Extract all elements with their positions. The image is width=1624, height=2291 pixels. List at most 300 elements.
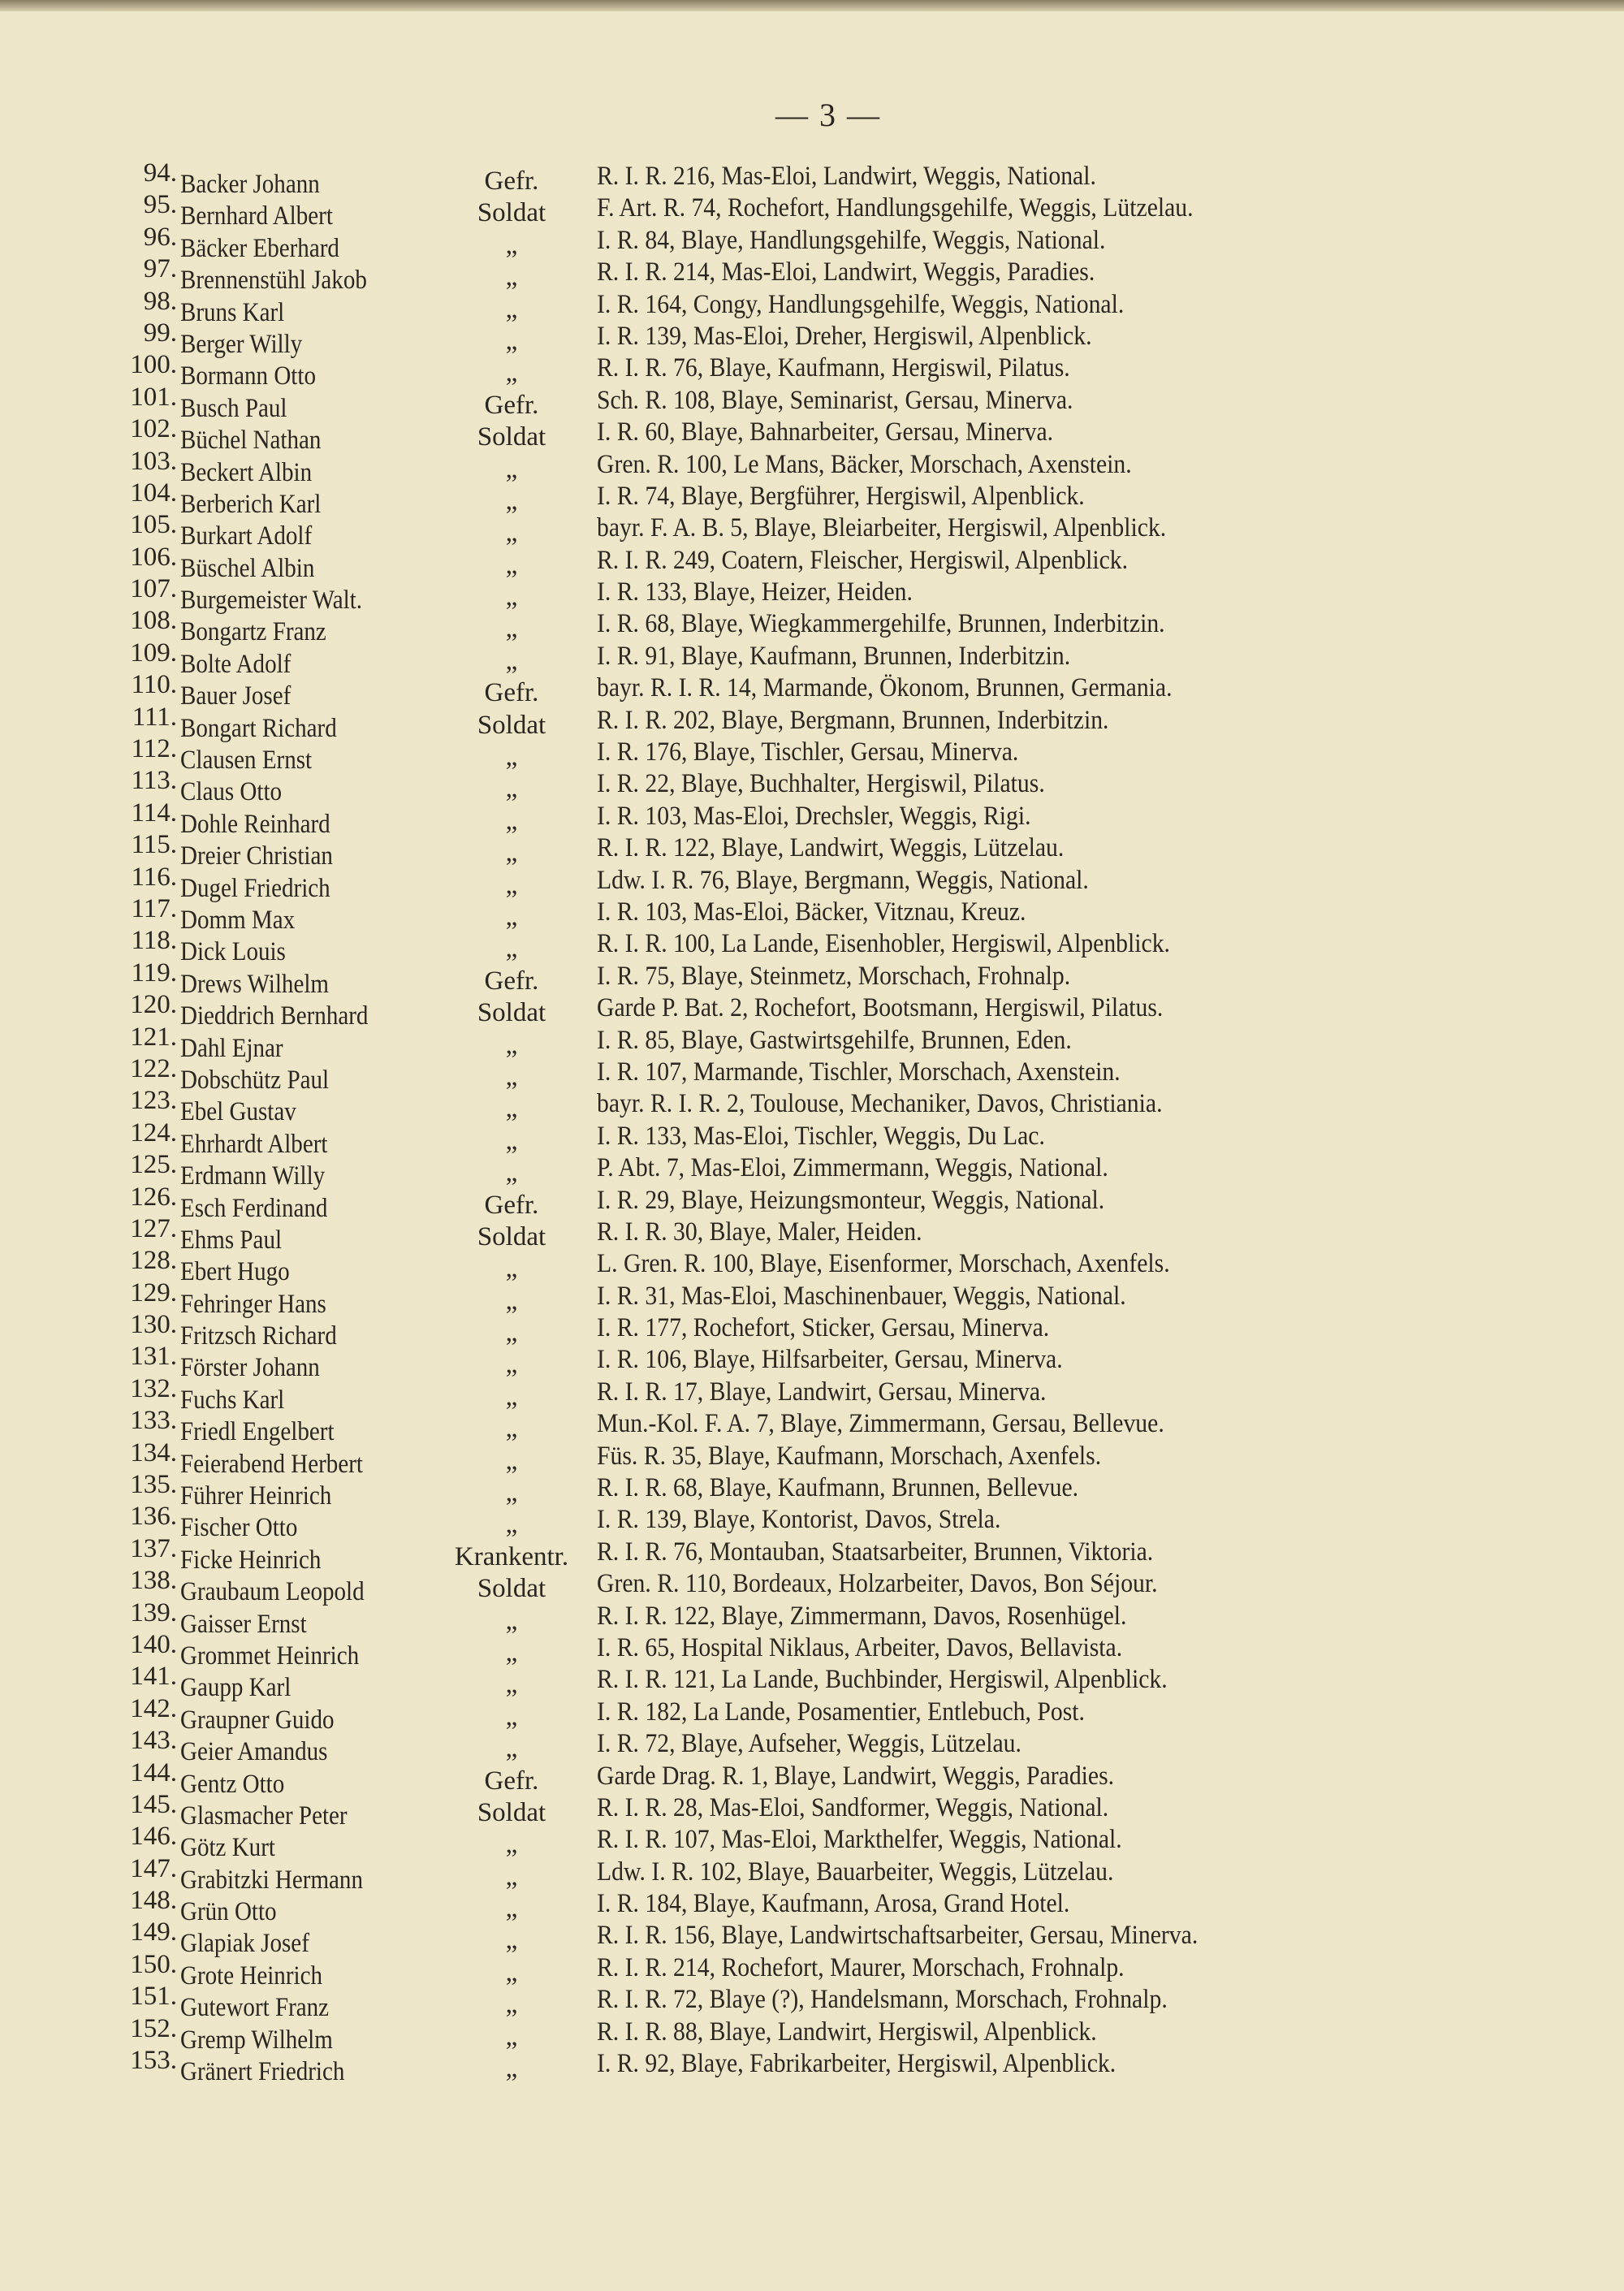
entry-details: Garde P. Bat. 2, Rochefort, Bootsmann, Hergiswil, Pilatus. <box>597 993 1164 1023</box>
entry-name: Fritzsch Richard <box>180 1321 337 1351</box>
entry-name: Gaisser Ernst <box>180 1609 307 1639</box>
roster-entry <box>106 510 1502 551</box>
entry-details: bayr. R. I. R. 14, Marmande, Ökonom, Brunnen, Germania. <box>597 673 1173 703</box>
entry-rank: „ <box>505 1734 518 1764</box>
entry-number: 107. <box>130 574 177 604</box>
entry-details: I. R. 85, Blaye, Gastwirtsgehilfe, Brunnen, Eden. <box>597 1025 1072 1055</box>
entry-rank: „ <box>505 454 518 484</box>
entry-name: Grommet Heinrich <box>180 1640 360 1671</box>
roster-entry <box>106 798 1502 839</box>
roster-entry <box>106 446 1502 487</box>
entry-name: Berberich Karl <box>180 489 322 519</box>
roster-entry <box>106 957 1502 999</box>
entry-number: 131. <box>130 1342 177 1372</box>
entry-number: 121. <box>130 1022 177 1052</box>
entry-details: R. I. R. 214, Mas-Eloi, Landwirt, Weggis, Paradies. <box>597 257 1095 287</box>
entry-rank: „ <box>505 646 518 676</box>
entry-number: 138. <box>130 1566 177 1596</box>
entry-details: R. I. R. 28, Mas-Eloi, Sandformer, Weggis, National. <box>597 1792 1109 1822</box>
entry-details: R. I. R. 76, Blaye, Kaufmann, Hergiswil, Pilatus. <box>597 353 1070 383</box>
entry-details: I. R. 68, Blaye, Wiegkammergehilfe, Brunnen, Inderbitzin. <box>597 609 1165 639</box>
entry-number: 141. <box>130 1662 177 1692</box>
entry-rank: „ <box>505 550 518 580</box>
roster-entry <box>106 606 1502 647</box>
entry-rank: „ <box>505 1254 518 1284</box>
entry-number: 101. <box>130 382 177 412</box>
entry-rank: Soldat <box>477 998 546 1028</box>
roster-entry <box>106 222 1502 263</box>
entry-details: I. R. 60, Blaye, Bahnarbeiter, Gersau, Minerva. <box>597 417 1054 447</box>
roster-entry <box>106 1949 1502 1991</box>
entry-details: I. R. 176, Blaye, Tischler, Gersau, Minerva. <box>597 737 1019 767</box>
roster-entry <box>106 1053 1502 1095</box>
roster-entry <box>106 1629 1502 1671</box>
entry-details: R. I. R. 156, Blaye, Landwirtschaftsarbeiter, Gersau, Minerva. <box>597 1921 1199 1951</box>
entry-rank: „ <box>505 1030 518 1060</box>
entry-rank: Gefr. <box>484 1190 539 1220</box>
entry-number: 124. <box>130 1117 177 1148</box>
entry-details: R. I. R. 121, La Lande, Buchbinder, Hergiswil, Alpenblick. <box>597 1665 1168 1695</box>
entry-number: 149. <box>130 1917 177 1947</box>
entry-details: R. I. R. 68, Blaye, Kaufmann, Brunnen, Bellevue. <box>597 1473 1079 1503</box>
entry-number: 113. <box>131 766 177 796</box>
entry-details: I. R. 75, Blaye, Steinmetz, Morschach, Frohnalp. <box>597 961 1071 991</box>
roster-entry <box>106 1917 1502 1959</box>
entry-details: bayr. R. I. R. 2, Toulouse, Mechaniker, Davos, Christiania. <box>597 1089 1163 1119</box>
roster-entry <box>106 1822 1502 1863</box>
roster-entry <box>106 478 1502 519</box>
roster-entry <box>106 1597 1502 1639</box>
entry-details: R. I. R. 122, Blaye, Landwirt, Weggis, Lützelau. <box>597 833 1065 863</box>
entry-name: Domm Max <box>180 905 296 935</box>
entry-number: 139. <box>130 1597 177 1627</box>
entry-rank: Gefr. <box>484 390 539 420</box>
roster-entry <box>106 1246 1502 1287</box>
entry-name: Dahl Ejnar <box>180 1033 283 1063</box>
entry-number: 97. <box>143 254 177 284</box>
entry-name: Glapiak Josef <box>180 1929 309 1959</box>
entry-details: R. I. R. 30, Blaye, Maler, Heiden. <box>597 1217 922 1247</box>
entry-details: R. I. R. 202, Blaye, Bergmann, Brunnen, Inderbitzin. <box>597 705 1109 735</box>
entry-number: 103. <box>130 446 177 476</box>
entry-number: 120. <box>130 990 177 1020</box>
entry-details: Füs. R. 35, Blaye, Kaufmann, Morschach, Axenfels. <box>597 1441 1102 1471</box>
entry-details: I. R. 22, Blaye, Buchhalter, Hergiswil, Pilatus. <box>597 769 1045 799</box>
entry-details: I. R. 164, Congy, Handlungsgehilfe, Weggis, National. <box>597 289 1125 319</box>
roster-entry <box>106 1982 1502 2023</box>
entry-name: Gutewort Franz <box>180 1993 330 2023</box>
entry-name: Burgemeister Walt. <box>180 586 363 616</box>
entry-details: R. I. R. 17, Blaye, Landwirt, Gersau, Minerva. <box>597 1377 1047 1407</box>
entry-rank: „ <box>505 1606 518 1636</box>
entry-name: Feierabend Herbert <box>180 1449 363 1479</box>
roster-entry <box>106 862 1502 903</box>
entry-rank: Soldat <box>477 422 546 452</box>
entry-number: 125. <box>130 1150 177 1180</box>
entry-number: 118. <box>131 926 177 956</box>
entry-name: Dreier Christian <box>180 841 333 871</box>
entry-name: Gränert Friedrich <box>180 2057 345 2087</box>
roster-entry <box>106 1437 1502 1479</box>
entry-details: R. I. R. 100, La Lande, Eisenhobler, Hergiswil, Alpenblick. <box>597 929 1170 959</box>
entry-details: R. I. R. 107, Mas-Eloi, Markthelfer, Weggis, National. <box>597 1825 1122 1855</box>
entry-rank: „ <box>505 1701 518 1731</box>
entry-details: I. R. 65, Hospital Niklaus, Arbeiter, Davos, Bellavista. <box>597 1632 1123 1662</box>
entry-name: Drews Wilhelm <box>180 969 329 999</box>
roster-entry <box>106 1757 1502 1799</box>
roster-entry <box>106 158 1502 199</box>
entry-number: 117. <box>131 893 177 923</box>
roster-entry <box>106 1662 1502 1703</box>
roster-entry <box>106 1022 1502 1063</box>
entry-number: 115. <box>131 830 177 860</box>
entry-rank: „ <box>505 1318 518 1348</box>
entry-number: 96. <box>143 222 177 252</box>
entry-name: Beckert Albin <box>180 457 313 487</box>
entry-name: Grün Otto <box>180 1897 277 1927</box>
entry-rank: „ <box>505 294 518 324</box>
entry-name: Fehringer Hans <box>180 1289 326 1319</box>
entry-details: I. R. 177, Rochefort, Sticker, Gersau, Minerva. <box>597 1313 1050 1343</box>
entry-rank: Gefr. <box>484 966 539 996</box>
roster-entry <box>106 1182 1502 1223</box>
entry-name: Bäcker Eberhard <box>180 233 339 263</box>
entry-name: Erdmann Willy <box>180 1161 326 1191</box>
entry-number: 142. <box>130 1693 177 1723</box>
entry-details: I. R. 107, Marmande, Tischler, Morschach, Axenstein. <box>597 1057 1121 1087</box>
entry-name: Bauer Josef <box>180 681 292 711</box>
entry-details: Ldw. I. R. 76, Blaye, Bergmann, Weggis, National. <box>597 865 1089 895</box>
entry-rank: Soldat <box>477 710 546 740</box>
entry-details: I. R. 84, Blaye, Handlungsgehilfe, Weggis, National. <box>597 225 1106 255</box>
entry-number: 130. <box>130 1310 177 1340</box>
entry-rank: „ <box>505 1510 518 1540</box>
roster-entry <box>106 286 1502 327</box>
entry-number: 102. <box>130 414 177 444</box>
entry-rank: „ <box>505 774 518 804</box>
entry-rank: Gefr. <box>484 166 539 196</box>
roster-entry <box>106 254 1502 296</box>
entry-rank: „ <box>505 358 518 388</box>
entry-rank: „ <box>505 742 518 772</box>
roster-entry <box>106 1117 1502 1159</box>
entry-rank: „ <box>505 1158 518 1188</box>
entry-name: Bormann Otto <box>180 361 316 391</box>
entry-name: Gremp Wilhelm <box>180 2025 333 2055</box>
entry-number: 136. <box>130 1502 177 1532</box>
entry-name: Ehrhardt Albert <box>180 1129 328 1159</box>
entry-name: Geier Amandus <box>180 1737 328 1767</box>
entry-name: Gentz Otto <box>180 1769 285 1799</box>
entry-number: 105. <box>130 510 177 540</box>
entry-number: 145. <box>130 1789 177 1819</box>
entry-number: 122. <box>130 1053 177 1083</box>
roster-entry <box>106 830 1502 871</box>
entry-rank: „ <box>505 326 518 356</box>
entry-number: 98. <box>143 286 177 316</box>
entry-details: F. Art. R. 74, Rochefort, Handlungsgehilfe, Weggis, Lützelau. <box>597 193 1194 223</box>
entry-number: 99. <box>143 318 177 348</box>
entry-number: 140. <box>130 1629 177 1659</box>
entry-rank: „ <box>505 870 518 900</box>
entry-name: Grote Heinrich <box>180 1960 322 1991</box>
entry-details: R. I. R. 214, Rochefort, Maurer, Morschach, Frohnalp. <box>597 1952 1125 1982</box>
entry-details: R. I. R. 249, Coatern, Fleischer, Hergiswil, Alpenblick. <box>597 545 1129 575</box>
roster-entry <box>106 702 1502 743</box>
entry-name: Förster Johann <box>180 1353 320 1383</box>
entry-rank: Soldat <box>477 1221 546 1251</box>
roster-entry <box>106 1277 1502 1319</box>
roster-entry <box>106 574 1502 616</box>
entry-number: 106. <box>130 542 177 572</box>
page-number: — 3 — <box>775 97 881 133</box>
entry-name: Büschel Albin <box>180 553 315 583</box>
entry-details: I. R. 31, Mas-Eloi, Maschinenbauer, Weggis, National. <box>597 1281 1126 1311</box>
entry-details: P. Abt. 7, Mas-Eloi, Zimmermann, Weggis, National. <box>597 1153 1108 1183</box>
entry-details: I. R. 182, La Lande, Posamentier, Entlebuch, Post. <box>597 1697 1085 1727</box>
entry-rank: „ <box>505 1957 518 1987</box>
entry-details: Gren. R. 100, Le Mans, Bäcker, Morschach, Axenstein. <box>597 449 1132 479</box>
entry-name: Dobschütz Paul <box>180 1065 330 1095</box>
entry-number: 148. <box>130 1886 177 1916</box>
entry-name: Führer Heinrich <box>180 1481 332 1511</box>
entry-number: 112. <box>131 734 177 764</box>
entry-details: I. R. 91, Blaye, Kaufmann, Brunnen, Inderbitzin. <box>597 641 1071 671</box>
roster-entry <box>106 1502 1502 1543</box>
entry-name: Gaupp Karl <box>180 1673 292 1703</box>
entry-name: Fischer Otto <box>180 1513 298 1543</box>
entry-details: I. R. 92, Blaye, Fabrikarbeiter, Hergiswil, Alpenblick. <box>597 2049 1116 2079</box>
entry-number: 143. <box>130 1726 177 1756</box>
entry-details: R. I. R. 122, Blaye, Zimmermann, Davos, Rosenhügel. <box>597 1601 1127 1631</box>
entry-rank: „ <box>505 901 518 932</box>
entry-rank: „ <box>505 1350 518 1380</box>
entry-name: Busch Paul <box>180 393 287 423</box>
entry-rank: „ <box>505 1126 518 1156</box>
entry-details: I. R. 103, Mas-Eloi, Bäcker, Vitznau, Kreuz. <box>597 897 1026 927</box>
roster-entry <box>106 318 1502 359</box>
entry-rank: „ <box>505 1990 518 2020</box>
roster-entry <box>106 990 1502 1031</box>
roster-entry <box>106 2046 1502 2087</box>
roster-entry <box>106 382 1502 423</box>
entry-number: 95. <box>143 190 177 220</box>
roster-entry <box>106 1086 1502 1127</box>
page-top-edge <box>0 0 1624 11</box>
entry-name: Bongartz Franz <box>180 617 326 647</box>
roster-entry <box>106 1470 1502 1511</box>
entry-number: 114. <box>131 798 177 828</box>
entry-name: Bernhard Albert <box>180 201 333 231</box>
entry-number: 119. <box>131 957 177 988</box>
roster-entry <box>106 190 1502 231</box>
entry-rank: „ <box>505 1670 518 1700</box>
entry-number: 123. <box>130 1086 177 1116</box>
entry-rank: „ <box>505 1478 518 1508</box>
roster-list <box>106 158 1502 2087</box>
entry-number: 147. <box>130 1853 177 1883</box>
entry-rank: „ <box>505 518 518 548</box>
roster-entry <box>106 1373 1502 1415</box>
entry-details: R. I. R. 216, Mas-Eloi, Landwirt, Weggis, National. <box>597 162 1096 191</box>
entry-name: Graupner Guido <box>180 1705 335 1735</box>
entry-number: 152. <box>130 2013 177 2043</box>
entry-rank: „ <box>505 1061 518 1091</box>
entry-name: Götz Kurt <box>180 1833 275 1863</box>
roster-entry <box>106 1853 1502 1895</box>
entry-number: 100. <box>130 350 177 380</box>
roster-entry <box>106 1406 1502 1447</box>
entry-name: Bongart Richard <box>180 713 337 743</box>
entry-details: I. R. 106, Blaye, Hilfsarbeiter, Gersau, Minerva. <box>597 1345 1063 1375</box>
roster-entry <box>106 766 1502 807</box>
entry-rank: „ <box>505 1926 518 1956</box>
roster-entry <box>106 1726 1502 1767</box>
entry-details: I. R. 74, Blaye, Bergführer, Hergiswil, Alpenblick. <box>597 481 1085 511</box>
roster-entry <box>106 1342 1502 1383</box>
entry-number: 104. <box>130 478 177 508</box>
entry-name: Clausen Ernst <box>180 746 313 776</box>
entry-number: 135. <box>130 1470 177 1500</box>
entry-name: Backer Johann <box>180 170 320 199</box>
roster-entry <box>106 1886 1502 1927</box>
entry-name: Ebert Hugo <box>180 1257 290 1287</box>
entry-name: Bolte Adolf <box>180 649 292 679</box>
entry-rank: „ <box>505 230 518 260</box>
entry-rank: „ <box>505 934 518 964</box>
entry-details: I. R. 133, Blaye, Heizer, Heiden. <box>597 577 913 607</box>
entry-name: Dugel Friedrich <box>180 873 330 903</box>
entry-number: 94. <box>143 158 177 188</box>
entry-rank: „ <box>505 2021 518 2051</box>
entry-details: L. Gren. R. 100, Blaye, Eisenformer, Morschach, Axenfels. <box>597 1249 1170 1279</box>
entry-details: R. I. R. 72, Blaye (?), Handelsmann, Morschach, Frohnalp. <box>597 1985 1168 2015</box>
roster-entry <box>106 1789 1502 1831</box>
entry-rank: Soldat <box>477 1797 546 1827</box>
entry-rank: „ <box>505 2054 518 2084</box>
entry-name: Esch Ferdinand <box>180 1193 328 1223</box>
entry-rank: „ <box>505 614 518 644</box>
entry-rank: Gefr. <box>484 678 539 708</box>
entry-rank: „ <box>505 1094 518 1124</box>
roster-entry <box>106 1150 1502 1191</box>
roster-entry <box>106 1213 1502 1255</box>
entry-number: 144. <box>130 1757 177 1787</box>
entry-name: Dick Louis <box>180 937 286 967</box>
entry-details: R. I. R. 88, Blaye, Landwirt, Hergiswil, Alpenblick. <box>597 2017 1097 2047</box>
entry-name: Graubaum Leopold <box>180 1577 365 1607</box>
roster-entry <box>106 734 1502 776</box>
entry-details: I. R. 184, Blaye, Kaufmann, Arosa, Grand Hotel. <box>597 1889 1070 1919</box>
entry-number: 132. <box>130 1373 177 1403</box>
entry-rank: Soldat <box>477 1574 546 1604</box>
entry-details: Sch. R. 108, Blaye, Seminarist, Gersau, Minerva. <box>597 385 1073 415</box>
entry-name: Brennenstühl Jakob <box>180 266 367 296</box>
entry-rank: „ <box>505 1894 518 1924</box>
entry-rank: „ <box>505 486 518 516</box>
entry-rank: „ <box>505 1286 518 1316</box>
entry-name: Claus Otto <box>180 777 283 807</box>
entry-name: Glasmacher Peter <box>180 1800 348 1831</box>
entry-number: 150. <box>130 1949 177 1979</box>
roster-entry <box>106 926 1502 967</box>
entry-name: Berger Willy <box>180 329 303 359</box>
entry-number: 108. <box>130 606 177 636</box>
entry-number: 109. <box>130 638 177 668</box>
entry-number: 134. <box>130 1437 177 1468</box>
entry-number: 127. <box>130 1213 177 1243</box>
entry-rank: „ <box>505 1830 518 1860</box>
entry-name: Fuchs Karl <box>180 1385 285 1415</box>
entry-name: Ebel Gustav <box>180 1097 296 1127</box>
entry-details: R. I. R. 76, Montauban, Staatsarbeiter, Brunnen, Viktoria. <box>597 1537 1154 1567</box>
entry-number: 110. <box>131 670 177 700</box>
entry-rank: „ <box>505 838 518 868</box>
entry-rank: „ <box>505 1414 518 1444</box>
entry-name: Dieddrich Bernhard <box>180 1001 369 1031</box>
entry-details: I. R. 103, Mas-Eloi, Drechsler, Weggis, Rigi. <box>597 801 1031 831</box>
roster-entry <box>106 670 1502 711</box>
entry-name: Grabitzki Hermann <box>180 1865 363 1895</box>
entry-rank: „ <box>505 1637 518 1667</box>
entry-details: bayr. F. A. B. 5, Blaye, Bleiarbeiter, Hergiswil, Alpenblick. <box>597 513 1167 543</box>
entry-rank: „ <box>505 262 518 292</box>
entry-details: I. R. 139, Mas-Eloi, Dreher, Hergiswil, Alpenblick. <box>597 321 1092 351</box>
roster-entry <box>106 414 1502 456</box>
entry-details: Ldw. I. R. 102, Blaye, Bauarbeiter, Weggis, Lützelau. <box>597 1857 1114 1887</box>
entry-rank: Krankentr. <box>454 1541 569 1571</box>
roster-entry <box>106 893 1502 935</box>
entry-details: I. R. 72, Blaye, Aufseher, Weggis, Lützelau. <box>597 1729 1021 1759</box>
entry-name: Ehms Paul <box>180 1225 283 1255</box>
roster-entry <box>106 638 1502 679</box>
entry-details: Gren. R. 110, Bordeaux, Holzarbeiter, Davos, Bon Séjour. <box>597 1569 1158 1599</box>
roster-entry <box>106 1693 1502 1735</box>
entry-number: 146. <box>130 1822 177 1852</box>
entry-name: Ficke Heinrich <box>180 1545 322 1575</box>
entry-details: I. R. 133, Mas-Eloi, Tischler, Weggis, Du Lac. <box>597 1121 1045 1151</box>
entry-details: I. R. 139, Blaye, Kontorist, Davos, Strela. <box>597 1505 1001 1535</box>
entry-rank: „ <box>505 1446 518 1476</box>
roster-entry <box>106 1533 1502 1575</box>
entry-name: Büchel Nathan <box>180 426 322 456</box>
entry-number: 128. <box>130 1246 177 1276</box>
entry-number: 153. <box>130 2046 177 2076</box>
entry-name: Friedl Engelbert <box>180 1417 335 1447</box>
entry-rank: Soldat <box>477 198 546 228</box>
entry-name: Dohle Reinhard <box>180 809 330 839</box>
entry-rank: „ <box>505 582 518 612</box>
entry-number: 137. <box>130 1533 177 1563</box>
entry-number: 111. <box>132 702 177 732</box>
entry-number: 126. <box>130 1182 177 1212</box>
entry-name: Bruns Karl <box>180 297 285 327</box>
entry-details: Garde Drag. R. 1, Blaye, Landwirt, Weggis, Paradies. <box>597 1761 1115 1791</box>
entry-number: 151. <box>130 1982 177 2012</box>
entry-rank: „ <box>505 1861 518 1891</box>
entry-number: 129. <box>130 1277 177 1308</box>
entry-rank: „ <box>505 806 518 836</box>
roster-entry <box>106 1310 1502 1351</box>
entry-number: 133. <box>130 1406 177 1436</box>
roster-entry <box>106 350 1502 391</box>
entry-details: Mun.-Kol. F. A. 7, Blaye, Zimmermann, Gersau, Bellevue. <box>597 1409 1164 1439</box>
roster-entry <box>106 2013 1502 2055</box>
entry-details: I. R. 29, Blaye, Heizungsmonteur, Weggis, National. <box>597 1185 1105 1215</box>
entry-rank: „ <box>505 1381 518 1411</box>
entry-name: Burkart Adolf <box>180 521 313 551</box>
roster-entry <box>106 542 1502 583</box>
